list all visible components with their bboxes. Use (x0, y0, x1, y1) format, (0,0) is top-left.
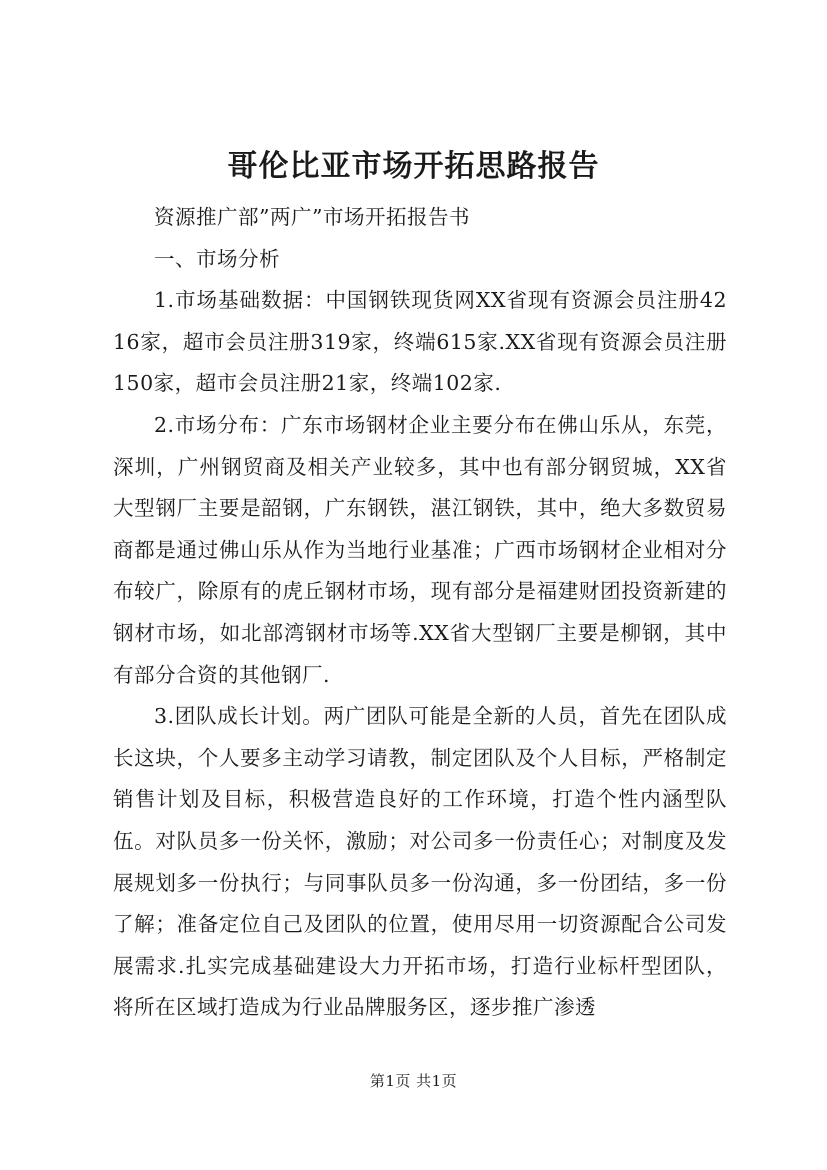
document-body (113, 197, 727, 1029)
paragraph-market-data: 1.市场基础数据：中国钢铁现货网XX省现有资源会员注册4216家，超市会员注册319家，终端615家.XX省现有资源会员注册150家，超市会员注册21家，终端102家. (113, 288, 727, 396)
paragraph-market-distribution: 2.市场分布：广东市场钢材企业主要分布在佛山乐从，东莞，深圳，广州钢贸商及相关产业较多，其中也有部分钢贸城，XX省大型钢厂主要是韶钢，广东钢铁，湛江钢铁，其中，绝大多数贸易商都是通过佛山乐从作为当地行业基准；广西市场钢材企业相对分布较广，除原有的虎丘钢材市场，现有部分是福建财团投资新建的钢材市场，如北部湾钢材市场等.XX省大型钢厂主要是柳钢，其中有部分合资的其他钢厂. (113, 412, 727, 687)
page-footer: 第1页 共1页 (369, 1072, 458, 1090)
section-heading-market-analysis: 一、市场分析 (154, 246, 280, 271)
document-title: 哥伦比亚市场开拓思路报告 (227, 149, 600, 184)
paragraph-subtitle: 资源推广部”两广”市场开拓报告书 (154, 205, 470, 229)
paragraph-team-growth-plan: 3.团队成长计划。两广团队可能是全新的人员，首先在团队成长这块，个人要多主动学习请教，制定团队及个人目标，严格制定销售计划及目标，积极营造良好的工作环境，打造个性内涵型队伍。对队员多一份关怀，激励；对公司多一份责任心；对制度及发展规划多一份执行；与同事队员多一份沟通，多一份团结，多一份了解；准备定位自己及团队的位置，使用尽用一切资源配合公司发展需求.扎实完成基础建设大力开拓市场，打造行业标杆型团队，将所在区域打造成为行业品牌服务区，逐步推广渗透 (113, 704, 727, 1020)
